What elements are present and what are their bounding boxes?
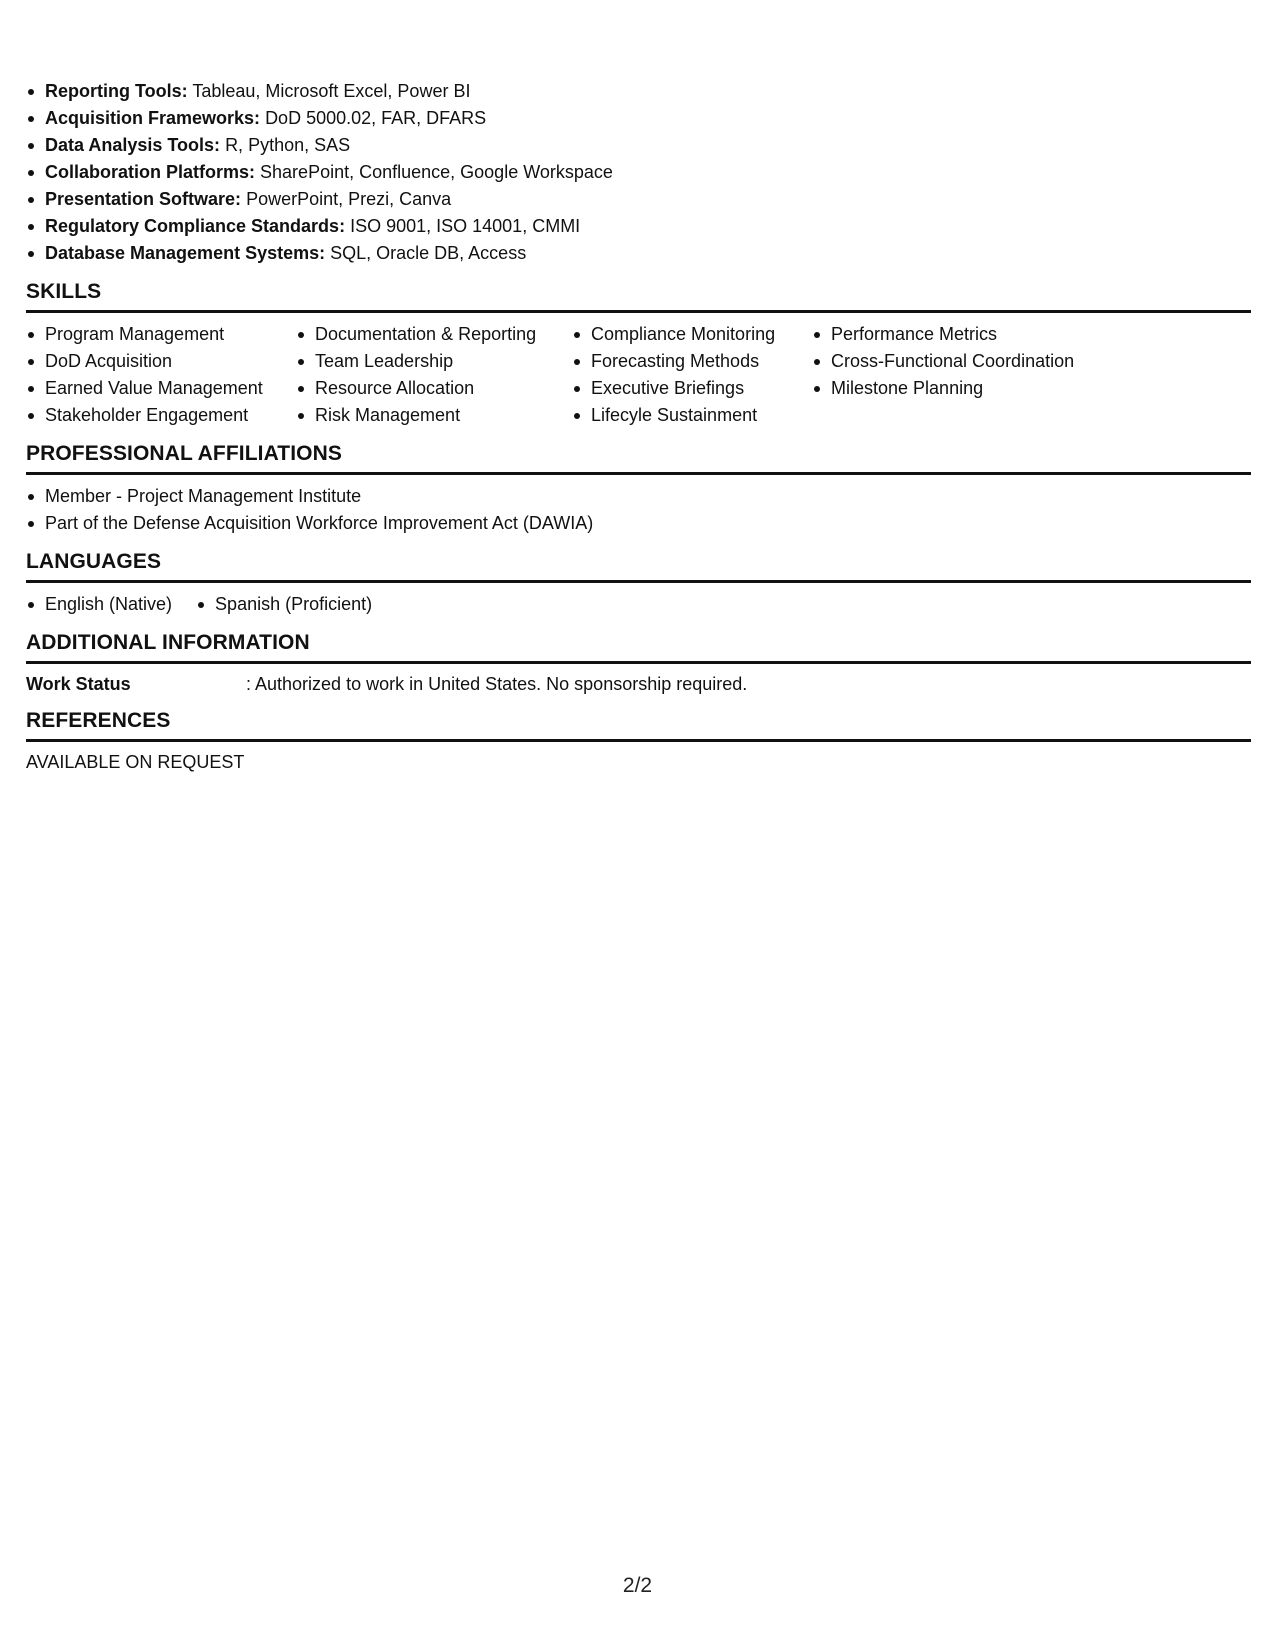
work-status-value: : Authorized to work in United States. No sponsorship required. — [246, 674, 748, 694]
section-title-languages: LANGUAGES — [26, 548, 1251, 583]
skills-grid — [26, 321, 1251, 429]
work-status-row — [26, 672, 1251, 696]
tool-item-compliance — [26, 213, 1251, 240]
skill-item: Documentation & Reporting — [296, 321, 572, 348]
tool-item-presentation — [26, 186, 1251, 213]
skill-item: DoD Acquisition — [26, 348, 296, 375]
tools-list — [26, 78, 1251, 267]
skill-item: Earned Value Management — [26, 375, 296, 402]
affiliation-item: Member - Project Management Institute — [26, 483, 1251, 510]
skill-item: Lifecyle Sustainment — [572, 402, 812, 429]
skills-column — [572, 321, 812, 429]
skills-column — [812, 321, 1112, 429]
tool-name: Regulatory Compliance Standards: — [45, 216, 346, 236]
tool-value: SQL, Oracle DB, Access — [330, 243, 527, 263]
skill-item: Team Leadership — [296, 348, 572, 375]
additional-info-section — [26, 629, 1251, 696]
tool-value: SharePoint, Confluence, Google Workspace — [260, 162, 613, 182]
section-title-affiliations: PROFESSIONAL AFFILIATIONS — [26, 440, 1251, 475]
section-title-references: REFERENCES — [26, 707, 1251, 742]
tool-item-acquisition — [26, 105, 1251, 132]
section-title-additional-info: ADDITIONAL INFORMATION — [26, 629, 1251, 664]
tool-name: Reporting Tools: — [45, 81, 188, 101]
tool-value: Tableau, Microsoft Excel, Power BI — [192, 81, 471, 101]
tool-value: DoD 5000.02, FAR, DFARS — [265, 108, 487, 128]
languages-section — [26, 548, 1251, 618]
tool-name: Presentation Software: — [45, 189, 242, 209]
skill-item: Resource Allocation — [296, 375, 572, 402]
skills-column — [296, 321, 572, 429]
affiliation-item: Part of the Defense Acquisition Workforce Improvement Act (DAWIA) — [26, 510, 1251, 537]
tool-item-reporting — [26, 78, 1251, 105]
skill-item: Cross-Functional Coordination — [812, 348, 1112, 375]
skill-item: Milestone Planning — [812, 375, 1112, 402]
work-status-label: Work Status — [26, 674, 131, 694]
tool-item-data-analysis — [26, 132, 1251, 159]
resume-content — [26, 78, 1251, 774]
tool-value: ISO 9001, ISO 14001, CMMI — [350, 216, 581, 236]
language-item: Spanish (Proficient) — [196, 591, 372, 618]
references-text: AVAILABLE ON REQUEST — [26, 752, 245, 772]
skill-item: Stakeholder Engagement — [26, 402, 296, 429]
affiliations-section — [26, 440, 1251, 537]
skill-item: Performance Metrics — [812, 321, 1112, 348]
tool-name: Acquisition Frameworks: — [45, 108, 261, 128]
section-title-skills: SKILLS — [26, 278, 1251, 313]
language-item: English (Native) — [26, 591, 172, 618]
tool-item-database — [26, 240, 1251, 267]
tool-name: Data Analysis Tools: — [45, 135, 221, 155]
skill-item: Risk Management — [296, 402, 572, 429]
tool-item-collaboration — [26, 159, 1251, 186]
skill-item: Compliance Monitoring — [572, 321, 812, 348]
skill-item: Forecasting Methods — [572, 348, 812, 375]
tool-value: PowerPoint, Prezi, Canva — [246, 189, 452, 209]
languages-list — [26, 591, 1251, 618]
skills-section — [26, 278, 1251, 429]
page-number: 2/2 — [622, 1574, 653, 1597]
skills-column — [26, 321, 296, 429]
references-section — [26, 707, 1251, 774]
tool-value: R, Python, SAS — [225, 135, 351, 155]
skill-item: Executive Briefings — [572, 375, 812, 402]
skill-item: Program Management — [26, 321, 296, 348]
tool-name: Collaboration Platforms: — [45, 162, 256, 182]
affiliations-list — [26, 483, 1251, 537]
tool-name: Database Management Systems: — [45, 243, 326, 263]
